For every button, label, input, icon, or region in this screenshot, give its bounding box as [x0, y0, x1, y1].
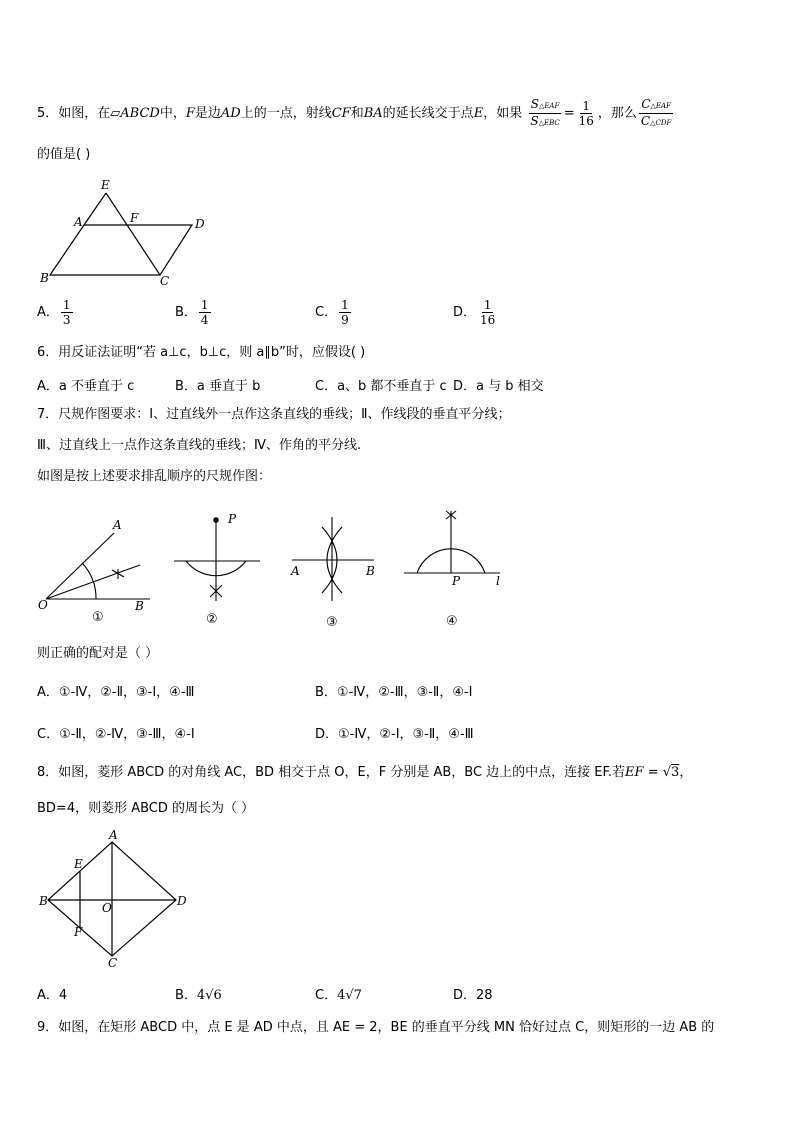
figure-3-perpendicular-bisector [292, 517, 374, 601]
label-B: B [40, 271, 49, 285]
svg-text:②: ② [206, 612, 218, 627]
point-p-dot [213, 517, 219, 523]
q6-stem: 6．用反证法证明“若 a⊥c，b⊥c，则 a∥b”时，应假设( ) [37, 345, 366, 360]
svg-text:O: O [102, 901, 112, 915]
q8-line1: 8．如图，菱形 ABCD 的对角线 AC，BD 相交于点 O，E，F 分别是 AB，BC 边上的中点，连接 EF.若EF = √3， [37, 765, 693, 780]
label-C: C [160, 274, 170, 288]
svg-text:C: C [108, 956, 118, 970]
q8-rhombus-figure [36, 830, 196, 970]
q7-line1: 7．尺规作图要求：Ⅰ、过直线外一点作这条直线的垂线；Ⅱ、作线段的垂直平分线； [37, 407, 511, 422]
q8-option-d[interactable]: D．28 [453, 988, 493, 1003]
q6-option-b[interactable]: B．a 垂直于 b [175, 379, 261, 394]
q7-line2: Ⅲ、过直线上一点作这条直线的垂线；Ⅳ、作角的平分线. [37, 438, 362, 453]
figure-4-perpendicular-through-point [404, 511, 500, 573]
svg-text:③: ③ [326, 615, 338, 630]
q6-option-a[interactable]: A．a 不垂直于 c [37, 379, 135, 394]
svg-text:P: P [452, 574, 461, 588]
q7-option-d[interactable]: D．①-Ⅳ，②-Ⅰ，③-Ⅱ，④-Ⅲ [315, 727, 474, 742]
svg-text:O: O [38, 598, 48, 612]
area-ratio-fraction: $\frac{\text{S△EAF}}{\text{S△EBC}}$ [530, 97, 560, 128]
svg-text:F: F [74, 925, 83, 939]
label-D: D [195, 217, 205, 231]
svg-text:A: A [291, 564, 300, 578]
q7-option-c[interactable]: C．①-Ⅱ，②-Ⅳ，③-Ⅲ，④-Ⅰ [37, 727, 195, 742]
q7-option-a[interactable]: A．①-Ⅳ，②-Ⅱ，③-Ⅰ，④-Ⅲ [37, 685, 195, 700]
q5-option-c[interactable]: C． $\frac{1}{9}$ [315, 298, 349, 327]
label-E: E [101, 178, 110, 192]
q8-option-b[interactable]: B．4√6 [175, 988, 222, 1003]
svg-text:①: ① [92, 610, 104, 625]
q5-option-d[interactable]: D． $\frac{1}{16}$ [453, 298, 496, 327]
svg-text:A: A [109, 830, 118, 842]
label-A: A [74, 215, 83, 229]
q8-option-c[interactable]: C．4√7 [315, 988, 362, 1003]
perimeter-ratio-fraction: $\frac{\text{C△EAF}}{\text{C△CDF}}$ [640, 97, 672, 128]
figure-1-angle-bisector [46, 533, 150, 599]
q7-line3: 如图是按上述要求排乱顺序的尺规作图： [37, 469, 272, 484]
q7-construction-figures [34, 505, 514, 633]
q9-line1: 9．如图，在矩形 ABCD 中，点 E 是 AD 中点，且 AE = 2，BE 的垂直平分线 MN 恰好过点 C，则矩形的一边 AB 的 [37, 1020, 715, 1035]
q5-parallelogram-figure [36, 176, 216, 288]
q7-question: 则正确的配对是（ ） [37, 646, 159, 661]
q8-line2: BD=4，则菱形 ABCD 的周长为（ ） [37, 801, 255, 816]
svg-text:④: ④ [446, 614, 458, 629]
q5-line2: 的值是( ) [37, 147, 91, 162]
q8-option-a[interactable]: A．4 [37, 988, 68, 1003]
ratio-value-fraction: $\frac{1}{16}$ [578, 99, 594, 128]
svg-text:A: A [113, 518, 122, 532]
svg-text:D: D [177, 894, 187, 908]
q5-option-b[interactable]: B． $\frac{1}{4}$ [175, 298, 209, 327]
svg-text:B: B [135, 599, 144, 613]
q6-option-c[interactable]: C．a、b 都不垂直于 c [315, 379, 447, 394]
figure-2-perpendicular-from-point [174, 519, 260, 601]
label-F: F [130, 211, 139, 225]
svg-text:B: B [39, 894, 48, 908]
svg-text:P: P [228, 512, 237, 526]
q5-line1: 5．如图，在▱ABCD中，F是边AD上的一点，射线CF和BA的延长线交于点E，如果 $\frac{\text{S△EAF}}{\text{S△EBC}}$ = $\frac{1}{16}$ ，那么 $\frac{\text{C△EAF}}{\text{C△CDF}}$ [37, 97, 672, 128]
svg-text:B: B [366, 564, 375, 578]
q5-option-a[interactable]: A． $\frac{1}{3}$ [37, 298, 71, 327]
q6-option-d[interactable]: D．a 与 b 相交 [453, 379, 544, 394]
svg-text:l: l [496, 574, 500, 588]
q7-option-b[interactable]: B．①-Ⅳ，②-Ⅲ，③-Ⅱ，④-Ⅰ [315, 685, 473, 700]
svg-text:E: E [74, 857, 83, 871]
